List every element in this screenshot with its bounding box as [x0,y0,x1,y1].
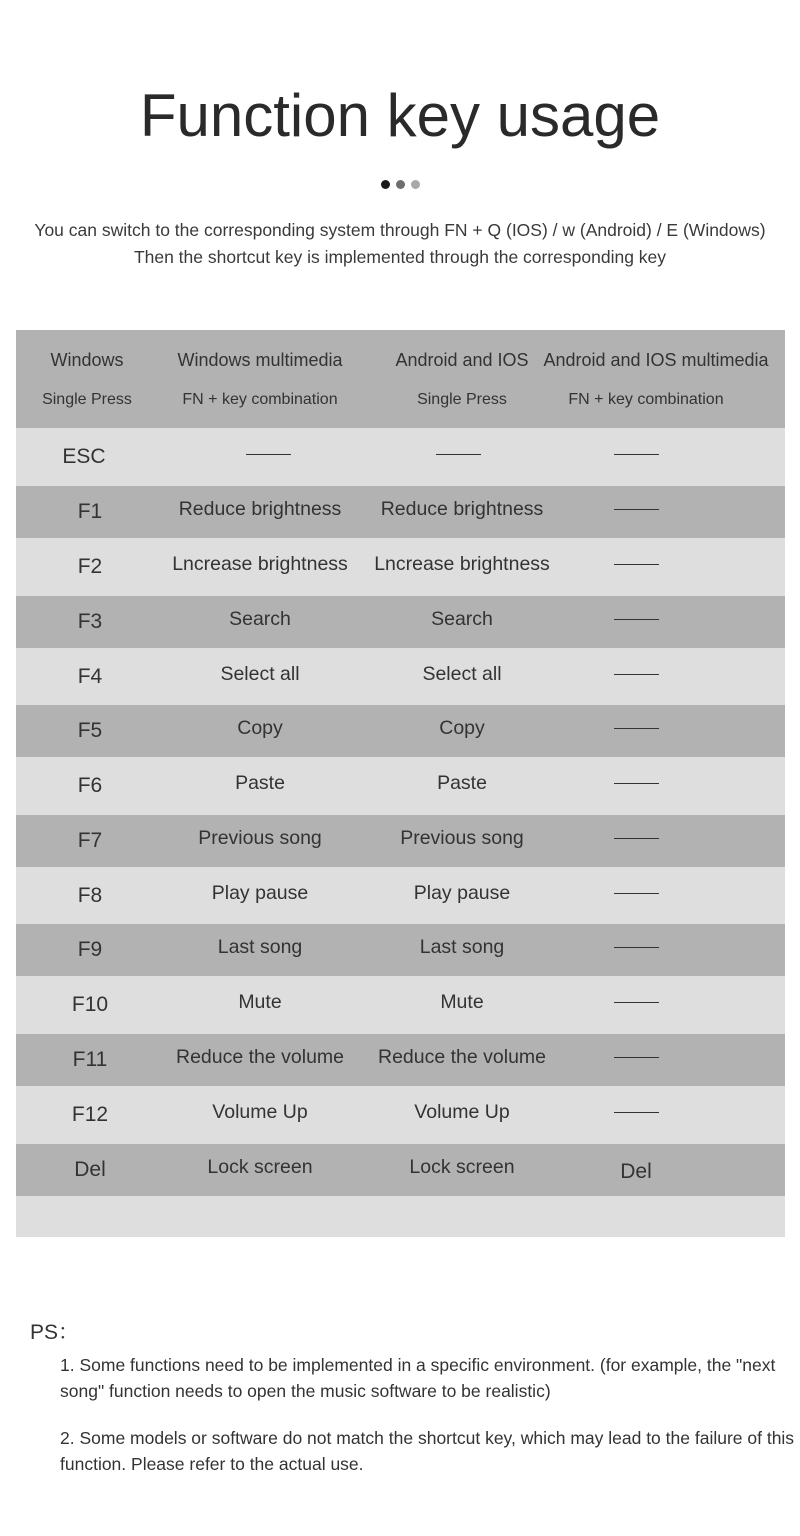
android-ios-multimedia-cell: Del [620,1160,652,1183]
windows-multimedia-cell: Volume Up [212,1101,308,1123]
header-windows-sub: Single Press [42,391,132,408]
table-row [16,428,785,486]
android-ios-cell: Copy [439,717,485,739]
windows-multimedia-cell: Lncrease brightness [172,553,348,575]
header-android-ios-sub: Single Press [417,391,507,408]
key-cell: F4 [77,665,103,688]
key-cell: ESC [62,445,106,468]
header-android-ios-multimedia-sub: FN + key combination [568,391,724,408]
empty-dash [246,454,291,455]
page-indicator-dots [0,180,800,189]
key-cell: F2 [77,555,103,578]
android-ios-cell: Select all [422,663,502,685]
page-title: Function key usage [139,82,661,149]
table-row [16,757,785,815]
table-row [16,705,785,757]
header-windows-multimedia: Windows multimedia [177,350,343,370]
empty-dash [614,509,659,510]
windows-multimedia-cell: Select all [220,663,300,685]
android-ios-cell: Reduce the volume [377,1046,547,1068]
windows-multimedia-cell: Play pause [211,882,309,904]
windows-multimedia-cell: Mute [238,991,282,1013]
header-windows-multimedia-sub: FN + key combination [182,391,338,408]
empty-dash [614,947,659,948]
table-row [16,976,785,1034]
indicator-dot [381,180,390,189]
windows-multimedia-cell: Reduce brightness [178,498,342,520]
key-cell: F8 [77,884,103,907]
windows-multimedia-cell: Copy [237,717,283,739]
indicator-dot [396,180,405,189]
windows-multimedia-cell: Paste [235,772,285,794]
ps-note-1: 1. Some functions need to be implemented in a specific environment. (for example, the "next song" function needs to open the music software to be realistic) [60,1355,776,1401]
key-cell: F5 [77,719,103,742]
header-android-ios-multimedia: Android and IOS multimedia [543,350,769,370]
function-key-table [16,330,785,1237]
table-row [16,1086,785,1144]
empty-dash [614,783,659,784]
empty-dash [614,728,659,729]
key-cell: F3 [77,610,103,633]
android-ios-cell: Search [431,608,493,630]
empty-dash [614,674,659,675]
empty-dash [614,1057,659,1058]
key-cell: F11 [72,1048,108,1071]
subtitle-line-2: Then the shortcut key is implemented through the corresponding key [133,247,667,267]
header-windows: Windows [50,350,124,370]
windows-multimedia-cell: Search [229,608,291,630]
android-ios-cell: Previous song [400,827,524,849]
header-android-ios: Android and IOS [395,350,529,370]
android-ios-cell: Volume Up [414,1101,510,1123]
ps-note-2: 2. Some models or software do not match the shortcut key, which may lead to the failure of this function. Please refer to the actual use. [60,1428,795,1474]
key-cell: F1 [77,500,103,523]
windows-multimedia-cell: Reduce the volume [175,1046,345,1068]
android-ios-cell: Lock screen [409,1156,515,1178]
table-row [16,596,785,648]
ps-title: PS： [30,1321,80,1344]
subtitle-line-1: You can switch to the corresponding system through FN + Q (IOS) / w (Android) / E (Windows) [34,220,766,240]
android-ios-cell: Last song [419,936,505,958]
key-cell: F7 [77,829,103,852]
empty-dash [614,564,659,565]
table-row [16,1144,785,1196]
android-ios-cell: Reduce brightness [380,498,544,520]
table-row [16,1034,785,1086]
key-cell: F12 [71,1103,109,1126]
table-row [16,867,785,924]
android-ios-cell: Mute [440,991,484,1013]
table-row [16,486,785,538]
key-cell: F10 [71,993,109,1016]
table-header-row [16,330,785,428]
table-row [16,815,785,867]
key-cell: Del [74,1158,106,1181]
table-footer-spacer [16,1196,785,1237]
empty-dash [614,893,659,894]
key-cell: F9 [77,938,103,961]
empty-dash [614,619,659,620]
table-row [16,538,785,596]
empty-dash [614,1112,659,1113]
table-row [16,924,785,976]
empty-dash [614,1002,659,1003]
windows-multimedia-cell: Last song [217,936,303,958]
windows-multimedia-cell: Lock screen [207,1156,313,1178]
empty-dash [614,838,659,839]
android-ios-cell: Lncrease brightness [374,553,550,575]
indicator-dot [411,180,420,189]
empty-dash [614,454,659,455]
table-row [16,648,785,705]
empty-dash [436,454,481,455]
key-cell: F6 [77,774,103,797]
windows-multimedia-cell: Previous song [198,827,322,849]
android-ios-cell: Play pause [413,882,511,904]
android-ios-cell: Paste [437,772,487,794]
